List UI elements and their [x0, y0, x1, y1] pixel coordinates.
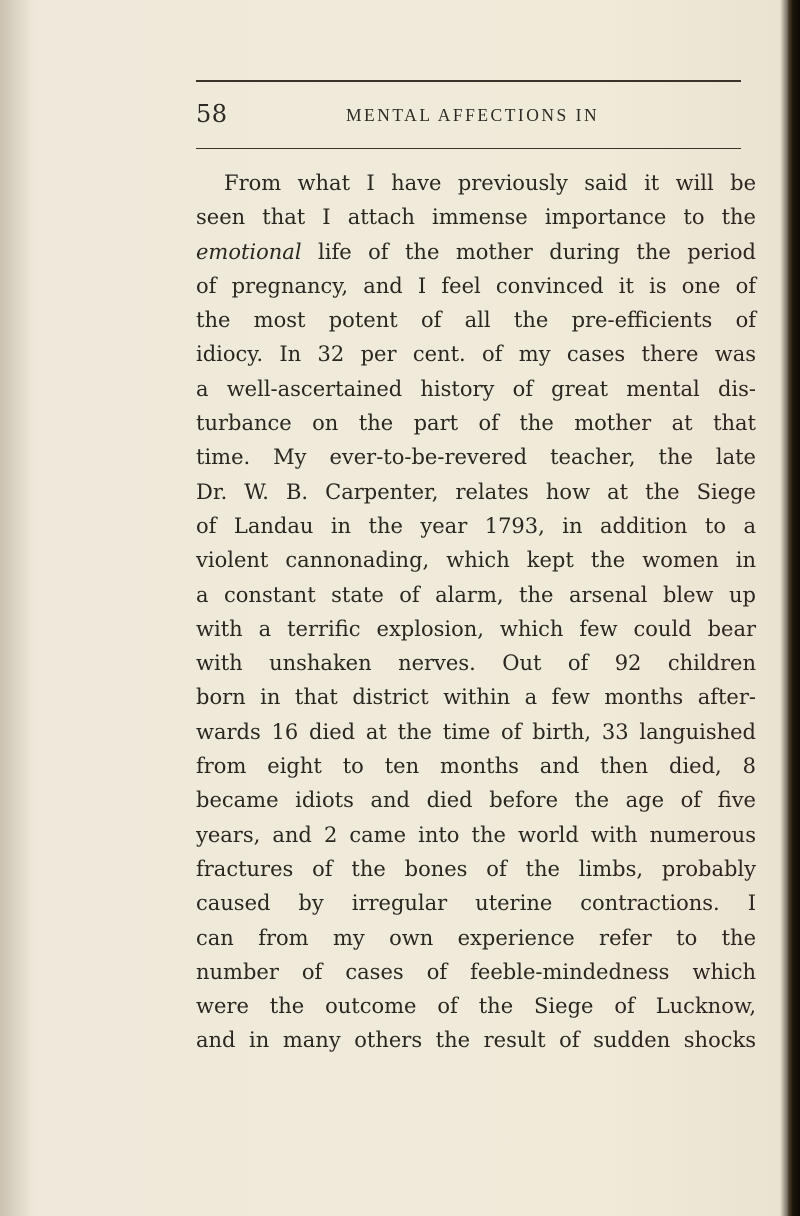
text-line: a well-ascertained history of great mental dis- [196, 376, 756, 401]
text-line: turbance on the part of the mother at that [196, 411, 756, 436]
text-line: were the outcome of the Siege of Lucknow, [196, 994, 756, 1019]
text-line: and in many others the result of sudden shocks [196, 1028, 756, 1053]
text-line: of pregnancy, and I feel convinced it is one of [196, 273, 756, 298]
text-line: the most potent of all the pre-efficients of [196, 308, 756, 333]
page-gutter-shadow [0, 0, 32, 1216]
text-line: with a terrific explosion, which few could bear [196, 616, 756, 641]
text-line: idiocy. In 32 per cent. of my cases there was [196, 342, 756, 367]
text-line: from eight to ten months and then died, 8 [196, 754, 756, 779]
header-rule-top [196, 80, 741, 82]
text-line: fractures of the bones of the limbs, probably [196, 856, 756, 881]
text-line: Dr. W. B. Carpenter, relates how at the Siege [196, 479, 756, 504]
text-line: caused by irregular uterine contractions. I [196, 891, 756, 916]
text-line: years, and 2 came into the world with numerous [196, 822, 756, 847]
running-header [196, 100, 741, 132]
text-line: violent cannonading, which kept the women in [196, 548, 756, 573]
page-number: 58 [196, 100, 228, 128]
text-line: became idiots and died before the age of five [196, 788, 756, 813]
text-line [196, 235, 756, 269]
text-line: can from my own experience refer to the [196, 925, 756, 950]
page-edge [788, 0, 800, 1216]
body-paragraph [196, 166, 756, 1058]
header-rule-bottom [196, 148, 741, 149]
text-line: wards 16 died at the time of birth, 33 languished [196, 719, 756, 744]
text-line: born in that district within a few months after- [196, 685, 756, 710]
text-line: a constant state of alarm, the arsenal blew up [196, 582, 756, 607]
text-line: number of cases of feeble-mindedness which [196, 959, 756, 984]
running-title: MENTAL AFFECTIONS IN [346, 105, 600, 125]
text-line: From what I have previously said it will be [224, 171, 756, 195]
text-line: with unshaken nerves. Out of 92 children [196, 651, 756, 676]
text-line: seen that I attach immense importance to the [196, 205, 756, 230]
emphasized-word: emotional [196, 239, 302, 264]
text-line: of Landau in the year 1793, in addition to a [196, 513, 756, 538]
text-line-rest: life of the mother during the period [318, 239, 756, 264]
text-line: time. My ever-to-be-revered teacher, the late [196, 445, 756, 470]
